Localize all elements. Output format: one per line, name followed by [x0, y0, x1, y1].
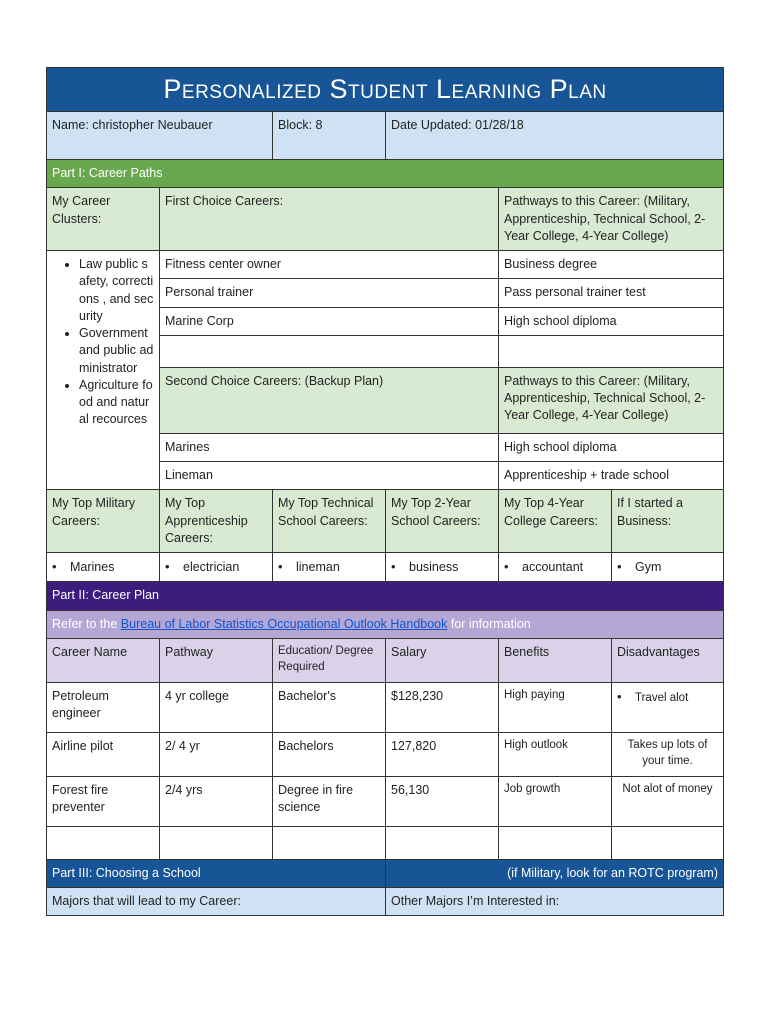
career-name	[47, 826, 160, 859]
disadvantages: • Travel alot	[612, 682, 724, 732]
rotc-note: (if Military, look for an ROTC program)	[386, 859, 724, 887]
refer-suffix: for information	[447, 616, 531, 631]
benefits: Job growth	[499, 776, 612, 826]
refer-prefix: Refer to the	[52, 616, 121, 631]
first-choice-label: First Choice Careers:	[160, 188, 499, 251]
date-updated: Date Updated: 01/28/18	[386, 112, 724, 160]
career-name: Airline pilot	[47, 732, 160, 776]
top-4year-header: My Top 4-Year College Careers:	[499, 490, 612, 553]
salary: $128,230	[386, 682, 499, 732]
pathway: 2/ 4 yr	[160, 732, 273, 776]
part3-heading: Part III: Choosing a School	[47, 859, 386, 887]
salary	[386, 826, 499, 859]
bls-handbook-link[interactable]: Bureau of Labor Statistics Occupational Outlook Handbook	[120, 616, 448, 631]
top-2year-header: My Top 2-Year School Careers:	[386, 490, 499, 553]
second-choice-label: Second Choice Careers: (Backup Plan)	[160, 367, 499, 433]
part1-heading: Part I: Career Paths	[47, 160, 724, 188]
benefits: High outlook	[499, 732, 612, 776]
first-choice-career: Personal trainer	[160, 279, 499, 307]
career-name: Forest fire preventer	[47, 776, 160, 826]
student-name: Name: christopher Neubauer	[47, 112, 273, 160]
second-choice-career: Marines	[160, 433, 499, 461]
first-choice-career: Marine Corp	[160, 307, 499, 335]
top-business-header: If I started a Business:	[612, 490, 724, 553]
col-education: Education/ Degree Required	[273, 638, 386, 682]
top-technical-header: My Top Technical School Careers:	[273, 490, 386, 553]
col-career-name: Career Name	[47, 638, 160, 682]
table-row	[47, 826, 724, 859]
col-benefits: Benefits	[499, 638, 612, 682]
first-choice-pathway: Business degree	[499, 251, 724, 279]
career-clusters-cell	[47, 251, 160, 490]
pathways-label: Pathways to this Career: (Military, Apprenticeship, Technical School, 2-Year College, 4-Year College)	[499, 188, 724, 251]
top-apprenticeship-value: • electrician	[160, 553, 273, 582]
block-number: Block: 8	[273, 112, 386, 160]
top-4year-value: • accountant	[499, 553, 612, 582]
disadvantages: Takes up lots of your time.	[612, 732, 724, 776]
table-row	[47, 732, 724, 776]
first-choice-career: Fitness center owner	[160, 251, 499, 279]
salary: 127,820	[386, 732, 499, 776]
top-military-value: • Marines	[47, 553, 160, 582]
part2-heading: Part II: Career Plan	[47, 582, 724, 610]
other-majors-label: Other Majors I’m Interested in:	[386, 888, 724, 916]
top-military-header: My Top Military Careers:	[47, 490, 160, 553]
salary: 56,130	[386, 776, 499, 826]
pathway: 2/4 yrs	[160, 776, 273, 826]
first-choice-pathway	[499, 335, 724, 367]
top-apprenticeship-header: My Top Apprenticeship Careers:	[160, 490, 273, 553]
majors-label: Majors that will lead to my Career:	[47, 888, 386, 916]
education: Bachelors	[273, 732, 386, 776]
cluster-item: • Agriculture food and natural recources	[79, 377, 154, 429]
cluster-item: • Law public safety, corrections , and security	[79, 256, 154, 325]
second-choice-career: Lineman	[160, 462, 499, 490]
first-choice-career	[160, 335, 499, 367]
table-row	[47, 682, 724, 732]
table-row	[47, 776, 724, 826]
education: Degree in fire science	[273, 776, 386, 826]
education	[273, 826, 386, 859]
education: Bachelor's	[273, 682, 386, 732]
top-business-value: • Gym	[612, 553, 724, 582]
col-salary: Salary	[386, 638, 499, 682]
disadvantages: Not alot of money	[612, 776, 724, 826]
refer-note	[47, 610, 724, 638]
career-clusters-list	[52, 256, 154, 429]
second-pathways-label: Pathways to this Career: (Military, Apprenticeship, Technical School, 2-Year College, 4-Year College)	[499, 367, 724, 433]
career-clusters-label: My Career Clusters:	[47, 188, 160, 251]
page-title: Personalized Student Learning Plan	[47, 68, 724, 112]
career-name: Petroleum engineer	[47, 682, 160, 732]
cluster-item: • Government and public administrator	[79, 325, 154, 377]
top-technical-value: • lineman	[273, 553, 386, 582]
col-disadvantages: Disadvantages	[612, 638, 724, 682]
learning-plan-table	[46, 67, 724, 916]
pathway: 4 yr college	[160, 682, 273, 732]
second-choice-pathway: High school diploma	[499, 433, 724, 461]
disadvantages	[612, 826, 724, 859]
pathway	[160, 826, 273, 859]
benefits: High paying	[499, 682, 612, 732]
benefits	[499, 826, 612, 859]
first-choice-pathway: Pass personal trainer test	[499, 279, 724, 307]
second-choice-pathway: Apprenticeship + trade school	[499, 462, 724, 490]
first-choice-pathway: High school diploma	[499, 307, 724, 335]
top-2year-value: • business	[386, 553, 499, 582]
col-pathway: Pathway	[160, 638, 273, 682]
